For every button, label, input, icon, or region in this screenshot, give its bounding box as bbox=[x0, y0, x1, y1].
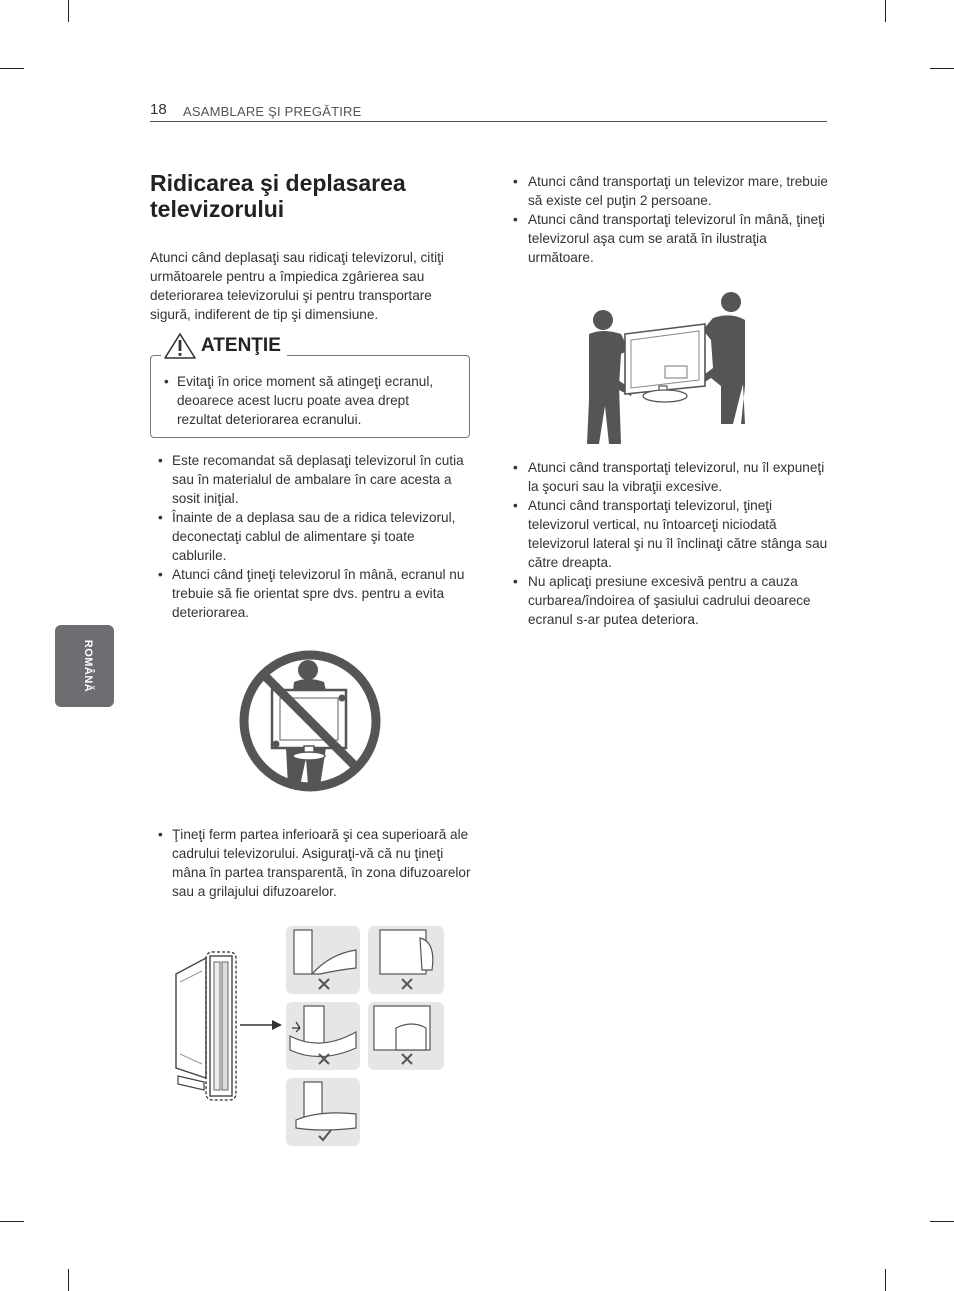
bullet-list bbox=[150, 451, 472, 622]
prohibited-carry-illustration bbox=[236, 648, 384, 794]
tv-side-view bbox=[176, 952, 236, 1100]
language-tab bbox=[55, 625, 114, 707]
bullet-list bbox=[513, 458, 829, 629]
list-item: • Ţineţi ferm partea inferioară şi cea superioară ale cadrului televizorului. Asiguraţi-vă că nu ţineţi mâna în partea transparentă, în zona difuzoarelor sau a grilajului difuzoarelor. bbox=[150, 825, 472, 901]
tv-front bbox=[625, 324, 705, 402]
grip-illustration bbox=[170, 924, 450, 1150]
left-column bbox=[150, 170, 472, 899]
crop-mark bbox=[68, 0, 69, 22]
bullet-list bbox=[513, 172, 829, 267]
list-item: • Nu aplicaţi presiune excesivă pentru a cauza curbarea/îndoirea of şasiului cadrului deoarece ecranul s-ar putea deteriora. bbox=[513, 572, 829, 629]
list-item: • Atunci când transportaţi televizorul, nu îl expuneţi la şocuri sau la vibraţii excesive. bbox=[513, 458, 829, 496]
intro-paragraph: Atunci când deplasaţi sau ridicaţi televizorul, citiţi următoarele pentru a împiedica zgârierea sau deteriorarea televizorului şi pentru transportare sigură, indiferent de tip şi dimensiune. bbox=[150, 250, 444, 322]
caution-header bbox=[161, 331, 287, 361]
crop-mark bbox=[930, 1221, 954, 1222]
page-number: 18 bbox=[150, 101, 167, 118]
list-item: • Atunci când transportaţi un televizor mare, trebuie să existe cel puţin 2 persoane. bbox=[513, 172, 829, 210]
crop-mark bbox=[885, 0, 886, 22]
crop-mark bbox=[0, 68, 24, 69]
bullet-list bbox=[150, 825, 472, 901]
list-item: • Atunci când transportaţi televizorul în mână, ţineţi televizorul aşa cum se arată în ilustraţia următoare. bbox=[513, 210, 829, 267]
list-item: • Este recomandat să deplasaţi televizorul în cutia sau în materialul de ambalare în care acesta a sosit iniţial. bbox=[150, 451, 472, 508]
caution-box bbox=[150, 335, 470, 438]
language-tab-label: ROMÂNĂ bbox=[82, 639, 94, 693]
list-item: • Înainte de a deplasa sau de a ridica televizorul, deconectaţi cablul de alimentare şi toate cablurile. bbox=[150, 508, 472, 565]
list-item: • Atunci când transportaţi televizorul, ţineţi televizorul vertical, nu întoarceţi niciodată televizorul lateral şi nu îl înclinaţi către stânga sau către dreapta. bbox=[513, 496, 829, 572]
crop-mark bbox=[885, 1269, 886, 1291]
grip-panel-correct bbox=[286, 1078, 360, 1146]
crop-mark bbox=[68, 1269, 69, 1291]
warning-icon bbox=[163, 332, 197, 360]
caution-item: • Evitaţi în orice moment să atingeţi ecranul, deoarece acest lucru poate avea drept rezultat deteriorarea ecranului. bbox=[151, 372, 457, 429]
crop-mark bbox=[0, 1221, 24, 1222]
page-header bbox=[150, 100, 827, 122]
grip-panel-wrong bbox=[286, 1002, 360, 1070]
grip-panel-wrong bbox=[286, 926, 360, 994]
caution-list bbox=[151, 372, 457, 429]
crop-mark bbox=[930, 68, 954, 69]
grip-panel-wrong bbox=[368, 926, 444, 994]
arrow-icon bbox=[240, 1020, 282, 1030]
grip-panel-wrong bbox=[368, 1002, 444, 1070]
section-title: ASAMBLARE ŞI PREGĂTIRE bbox=[183, 104, 362, 119]
list-item: • Atunci când ţineţi televizorul în mână, ecranul nu trebuie să fie orientat spre dvs. pentru a evita deteriorarea. bbox=[150, 565, 472, 622]
caution-title: ATENŢIE bbox=[201, 335, 281, 356]
two-person-carry-illustration bbox=[585, 290, 749, 448]
page-title: Ridicarea şi deplasarea televizorului bbox=[150, 170, 406, 222]
